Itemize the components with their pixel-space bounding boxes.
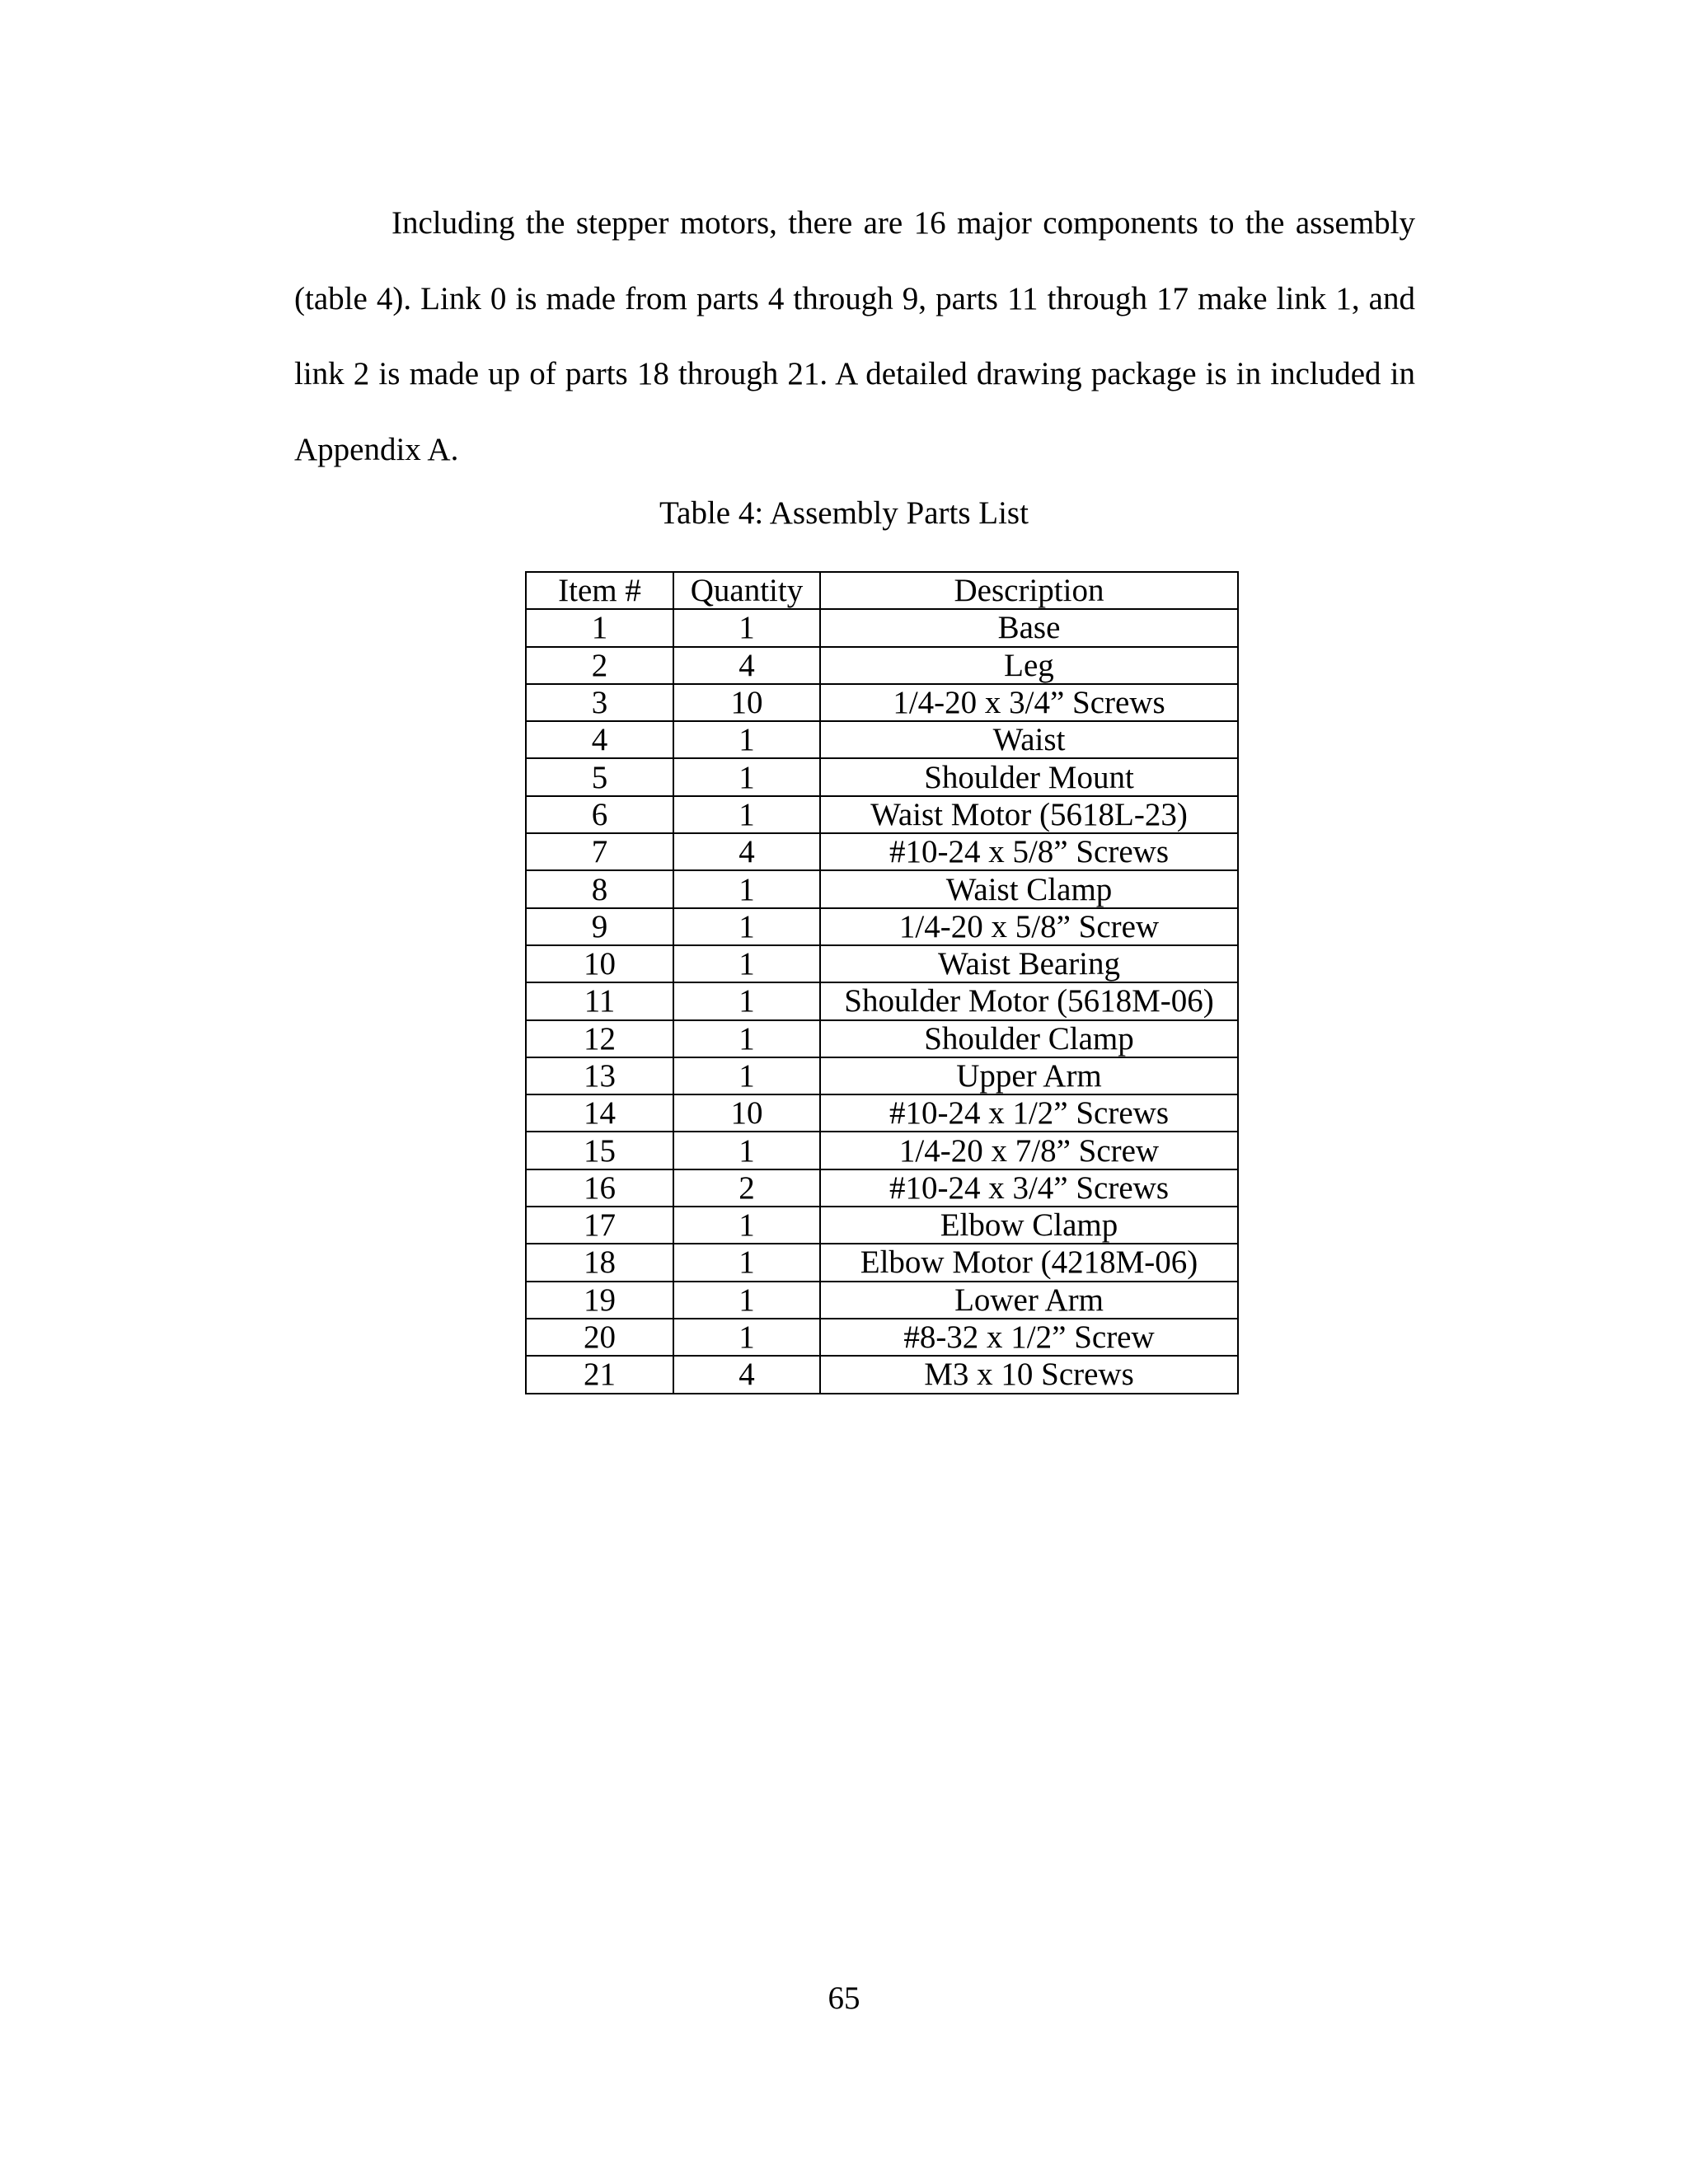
table-row xyxy=(526,833,1238,870)
table-row xyxy=(526,1094,1238,1132)
table-row xyxy=(526,1020,1238,1057)
description-cell: Shoulder Motor (5618M-06) xyxy=(820,982,1238,1019)
item-number-cell: 3 xyxy=(526,684,673,721)
column-header-item: Item # xyxy=(526,572,673,609)
quantity-cell: 2 xyxy=(673,1169,820,1207)
item-number-cell: 10 xyxy=(526,945,673,982)
table-row xyxy=(526,982,1238,1019)
table-row xyxy=(526,796,1238,833)
description-cell: Base xyxy=(820,609,1238,646)
item-number-cell: 12 xyxy=(526,1020,673,1057)
description-cell: Elbow Motor (4218M-06) xyxy=(820,1244,1238,1281)
page-number: 65 xyxy=(828,1980,860,2016)
quantity-cell: 1 xyxy=(673,721,820,758)
table-row xyxy=(526,1244,1238,1281)
table-row xyxy=(526,721,1238,758)
quantity-cell: 1 xyxy=(673,908,820,945)
item-number-cell: 1 xyxy=(526,609,673,646)
item-number-cell: 21 xyxy=(526,1356,673,1393)
table-row xyxy=(526,1057,1238,1094)
quantity-cell: 1 xyxy=(673,982,820,1019)
item-number-cell: 15 xyxy=(526,1132,673,1169)
quantity-cell: 1 xyxy=(673,945,820,982)
item-number-cell: 9 xyxy=(526,908,673,945)
description-cell: Elbow Clamp xyxy=(820,1207,1238,1244)
description-cell: 1/4-20 x 7/8” Screw xyxy=(820,1132,1238,1169)
parts-table xyxy=(525,571,1239,1394)
description-cell: Leg xyxy=(820,647,1238,684)
paragraph-text: Including the stepper motors, there are 16 major components to the assembly (table 4). Link 0 is made from parts 4 through 9, parts 11 through 17 make link 1, and link 2 is made up of parts 18 through 21. A detailed drawing package is in included in Appendix A. xyxy=(294,205,1415,467)
table-row xyxy=(526,1207,1238,1244)
item-number-cell: 17 xyxy=(526,1207,673,1244)
description-cell: #8-32 x 1/2” Screw xyxy=(820,1319,1238,1356)
item-number-cell: 13 xyxy=(526,1057,673,1094)
quantity-cell: 1 xyxy=(673,1282,820,1319)
description-cell: M3 x 10 Screws xyxy=(820,1356,1238,1393)
description-cell: #10-24 x 5/8” Screws xyxy=(820,833,1238,870)
item-number-cell: 14 xyxy=(526,1094,673,1132)
description-cell: #10-24 x 3/4” Screws xyxy=(820,1169,1238,1207)
description-cell: Upper Arm xyxy=(820,1057,1238,1094)
description-cell: Waist Motor (5618L-23) xyxy=(820,796,1238,833)
table-row xyxy=(526,647,1238,684)
item-number-cell: 11 xyxy=(526,982,673,1019)
table-row xyxy=(526,1169,1238,1207)
table-row xyxy=(526,870,1238,907)
table-row xyxy=(526,684,1238,721)
item-number-cell: 19 xyxy=(526,1282,673,1319)
quantity-cell: 1 xyxy=(673,1207,820,1244)
item-number-cell: 7 xyxy=(526,833,673,870)
quantity-cell: 4 xyxy=(673,1356,820,1393)
item-number-cell: 6 xyxy=(526,796,673,833)
table-row xyxy=(526,609,1238,646)
quantity-cell: 1 xyxy=(673,1057,820,1094)
quantity-cell: 1 xyxy=(673,1132,820,1169)
description-cell: #10-24 x 1/2” Screws xyxy=(820,1094,1238,1132)
body-paragraph xyxy=(294,185,1415,487)
quantity-cell: 1 xyxy=(673,1020,820,1057)
item-number-cell: 16 xyxy=(526,1169,673,1207)
table-header-row xyxy=(526,572,1238,609)
item-number-cell: 8 xyxy=(526,870,673,907)
table-caption: Table 4: Assembly Parts List xyxy=(659,495,1029,531)
description-cell: Shoulder Clamp xyxy=(820,1020,1238,1057)
description-cell: Waist xyxy=(820,721,1238,758)
table-row xyxy=(526,1319,1238,1356)
description-cell: 1/4-20 x 3/4” Screws xyxy=(820,684,1238,721)
quantity-cell: 1 xyxy=(673,870,820,907)
item-number-cell: 4 xyxy=(526,721,673,758)
item-number-cell: 2 xyxy=(526,647,673,684)
column-header-description: Description xyxy=(820,572,1238,609)
description-cell: Shoulder Mount xyxy=(820,758,1238,795)
description-cell: 1/4-20 x 5/8” Screw xyxy=(820,908,1238,945)
table-row xyxy=(526,1132,1238,1169)
table-row xyxy=(526,945,1238,982)
item-number-cell: 5 xyxy=(526,758,673,795)
table-row xyxy=(526,1282,1238,1319)
description-cell: Waist Bearing xyxy=(820,945,1238,982)
description-cell: Waist Clamp xyxy=(820,870,1238,907)
item-number-cell: 18 xyxy=(526,1244,673,1281)
description-cell: Lower Arm xyxy=(820,1282,1238,1319)
item-number-cell: 20 xyxy=(526,1319,673,1356)
quantity-cell: 1 xyxy=(673,1244,820,1281)
quantity-cell: 10 xyxy=(673,1094,820,1132)
table-row xyxy=(526,908,1238,945)
table-body xyxy=(526,609,1238,1393)
table-row xyxy=(526,758,1238,795)
quantity-cell: 4 xyxy=(673,647,820,684)
table-row xyxy=(526,1356,1238,1393)
quantity-cell: 1 xyxy=(673,609,820,646)
quantity-cell: 4 xyxy=(673,833,820,870)
quantity-cell: 1 xyxy=(673,758,820,795)
quantity-cell: 1 xyxy=(673,796,820,833)
quantity-cell: 10 xyxy=(673,684,820,721)
column-header-quantity: Quantity xyxy=(673,572,820,609)
quantity-cell: 1 xyxy=(673,1319,820,1356)
